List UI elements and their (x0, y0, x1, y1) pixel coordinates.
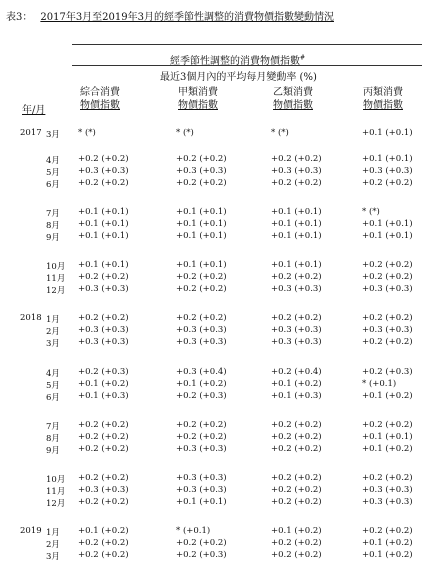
cell-value: +0.3 (+0.3) (362, 284, 413, 294)
cell-value: +0.2 (+0.3) (176, 550, 227, 560)
cell-value: +0.2 (+0.2) (78, 432, 129, 442)
cell-value: +0.3 (+0.3) (362, 485, 413, 495)
cell-value: +0.3 (+0.3) (271, 284, 322, 294)
cell-value: +0.2 (+0.2) (176, 420, 227, 430)
cell-value: * (*) (78, 128, 96, 138)
table-row (0, 207, 444, 218)
cell-value: +0.2 (+0.3) (362, 367, 413, 377)
cell-value: +0.1 (+0.1) (271, 207, 322, 217)
table-row (0, 432, 444, 443)
cell-value: +0.3 (+0.3) (78, 166, 129, 176)
cell-value: +0.2 (+0.2) (176, 432, 227, 442)
cell-value: +0.2 (+0.2) (362, 272, 413, 282)
cell-value: +0.1 (+0.2) (78, 526, 129, 536)
table-row (0, 260, 444, 271)
table-row (0, 526, 444, 537)
row-month: 11月 (46, 274, 66, 284)
cell-value: +0.1 (+0.1) (362, 231, 413, 241)
cell-value: +0.3 (+0.3) (176, 337, 227, 347)
row-month: 4月 (46, 369, 60, 379)
cell-value: * (+0.1) (362, 379, 397, 389)
table-number: 表3： (6, 12, 33, 23)
cell-value: +0.3 (+0.3) (362, 497, 413, 507)
cell-value: +0.2 (+0.2) (78, 550, 129, 560)
table-row (0, 231, 444, 242)
row-month: 6月 (46, 180, 60, 190)
table-row (0, 420, 444, 431)
cell-value: +0.2 (+0.2) (271, 313, 322, 323)
table-row (0, 128, 444, 139)
cell-value: +0.2 (+0.2) (78, 444, 129, 454)
table-row (0, 485, 444, 496)
cell-value: +0.1 (+0.2) (362, 538, 413, 548)
year-month-header: 年/月 (22, 105, 46, 116)
cell-value: +0.3 (+0.3) (271, 325, 322, 335)
table-title (6, 8, 334, 23)
row-month: 11月 (46, 487, 66, 497)
cell-value: +0.2 (+0.3) (176, 391, 227, 401)
cell-value: +0.3 (+0.3) (176, 473, 227, 483)
row-month: 12月 (46, 286, 66, 296)
row-month: 3月 (46, 552, 60, 562)
cell-value: +0.3 (+0.3) (176, 166, 227, 176)
cell-value: +0.1 (+0.1) (176, 207, 227, 217)
table-row (0, 178, 444, 189)
cell-value: +0.1 (+0.2) (271, 379, 322, 389)
cell-value: +0.2 (+0.2) (271, 538, 322, 548)
cell-value: +0.1 (+0.1) (362, 128, 413, 138)
cell-value: +0.2 (+0.2) (271, 550, 322, 560)
cell-value: +0.1 (+0.1) (78, 207, 129, 217)
cell-value: +0.3 (+0.3) (78, 485, 129, 495)
table-row (0, 367, 444, 378)
cell-value: +0.3 (+0.3) (362, 166, 413, 176)
row-month: 12月 (46, 499, 66, 509)
cell-value: +0.2 (+0.2) (78, 538, 129, 548)
cell-value: +0.2 (+0.2) (78, 272, 129, 282)
cell-value: +0.1 (+0.3) (78, 391, 129, 401)
cell-value: +0.2 (+0.2) (362, 473, 413, 483)
super-title: 經季節性調整的消費物價指數# (170, 54, 306, 67)
column-header-a: 甲類消費 物價指數 (178, 87, 218, 111)
table-row (0, 538, 444, 549)
cell-value: * (+0.1) (176, 526, 211, 536)
cell-value: +0.2 (+0.2) (362, 313, 413, 323)
row-year: 2017 (20, 128, 42, 138)
cell-value: +0.2 (+0.2) (362, 260, 413, 270)
cell-value: * (*) (271, 128, 289, 138)
cell-value: +0.1 (+0.1) (78, 231, 129, 241)
header-rule-mid (72, 65, 422, 66)
cell-value: +0.2 (+0.4) (271, 367, 322, 377)
cell-value: +0.1 (+0.1) (176, 497, 227, 507)
cell-value: +0.1 (+0.1) (362, 219, 413, 229)
cell-value: +0.2 (+0.3) (78, 367, 129, 377)
cell-value: +0.3 (+0.3) (78, 284, 129, 294)
cell-value: +0.1 (+0.1) (78, 260, 129, 270)
row-month: 5月 (46, 381, 60, 391)
cell-value: +0.2 (+0.2) (78, 497, 129, 507)
cell-value: +0.1 (+0.2) (362, 444, 413, 454)
cell-value: +0.2 (+0.2) (271, 154, 322, 164)
cell-value: +0.1 (+0.1) (271, 219, 322, 229)
cell-value: +0.2 (+0.2) (271, 473, 322, 483)
row-month: 5月 (46, 168, 60, 178)
cell-value: +0.3 (+0.3) (271, 337, 322, 347)
row-month: 2月 (46, 327, 60, 337)
cell-value: +0.3 (+0.3) (176, 444, 227, 454)
row-month: 9月 (46, 233, 60, 243)
sub-title: 最近3個月內的平均每月變動率 (%) (160, 72, 317, 83)
cell-value: +0.3 (+0.3) (78, 325, 129, 335)
table-row (0, 313, 444, 324)
cell-value: +0.2 (+0.2) (271, 420, 322, 430)
cell-value: +0.3 (+0.3) (362, 325, 413, 335)
cell-value: +0.2 (+0.2) (176, 154, 227, 164)
cell-value: +0.1 (+0.1) (176, 219, 227, 229)
cell-value: +0.1 (+0.2) (362, 550, 413, 560)
cell-value: +0.2 (+0.2) (362, 337, 413, 347)
cell-value: +0.2 (+0.2) (78, 154, 129, 164)
row-month: 10月 (46, 262, 66, 272)
cell-value: +0.3 (+0.4) (176, 367, 227, 377)
row-year: 2018 (20, 313, 42, 323)
cell-value: * (*) (176, 128, 194, 138)
super-title-mark: # (300, 54, 306, 62)
column-header-composite: 綜合消費 物價指數 (80, 87, 120, 111)
table-title-text: 2017年3月至2019年3月的經季節性調整的消費物價指數變動情況 (40, 12, 334, 23)
column-header-c: 丙類消費 物價指數 (363, 87, 403, 111)
row-month: 7月 (46, 209, 60, 219)
cell-value: +0.1 (+0.2) (362, 391, 413, 401)
cell-value: +0.2 (+0.2) (271, 178, 322, 188)
cell-value: +0.1 (+0.1) (271, 231, 322, 241)
cell-value: +0.3 (+0.3) (176, 485, 227, 495)
table-row (0, 325, 444, 336)
cell-value: +0.3 (+0.3) (78, 337, 129, 347)
row-month: 1月 (46, 528, 60, 538)
cell-value: +0.2 (+0.2) (271, 444, 322, 454)
table-row (0, 272, 444, 283)
cell-value: +0.2 (+0.2) (176, 178, 227, 188)
cell-value: +0.2 (+0.2) (176, 538, 227, 548)
cell-value: +0.2 (+0.2) (362, 526, 413, 536)
cell-value: +0.1 (+0.1) (176, 231, 227, 241)
table-row (0, 550, 444, 561)
table-row (0, 154, 444, 165)
row-month: 1月 (46, 315, 60, 325)
table-row (0, 219, 444, 230)
cell-value: +0.1 (+0.3) (271, 391, 322, 401)
cell-value: +0.2 (+0.2) (78, 420, 129, 430)
cell-value: +0.1 (+0.2) (78, 379, 129, 389)
cell-value: +0.2 (+0.2) (362, 420, 413, 430)
row-month: 8月 (46, 221, 60, 231)
row-month: 8月 (46, 434, 60, 444)
cell-value: +0.2 (+0.2) (78, 473, 129, 483)
cell-value: +0.2 (+0.2) (176, 284, 227, 294)
cell-value: +0.2 (+0.2) (362, 178, 413, 188)
table-row (0, 444, 444, 455)
cell-value: * (*) (362, 207, 380, 217)
cell-value: +0.2 (+0.2) (271, 485, 322, 495)
cell-value: +0.1 (+0.2) (271, 526, 322, 536)
cell-value: +0.2 (+0.2) (271, 272, 322, 282)
cell-value: +0.2 (+0.2) (271, 497, 322, 507)
cell-value: +0.2 (+0.2) (176, 313, 227, 323)
cell-value: +0.2 (+0.2) (271, 432, 322, 442)
cell-value: +0.3 (+0.3) (176, 325, 227, 335)
cell-value: +0.1 (+0.1) (176, 260, 227, 270)
row-month: 7月 (46, 422, 60, 432)
cell-value: +0.1 (+0.1) (78, 219, 129, 229)
cell-value: +0.1 (+0.1) (362, 432, 413, 442)
row-month: 6月 (46, 393, 60, 403)
table-row (0, 473, 444, 484)
cell-value: +0.3 (+0.3) (271, 166, 322, 176)
table-row (0, 391, 444, 402)
header-rule-top (72, 44, 422, 45)
cell-value: +0.2 (+0.2) (78, 178, 129, 188)
cell-value: +0.1 (+0.1) (362, 154, 413, 164)
table-row (0, 497, 444, 508)
table-row (0, 379, 444, 390)
cell-value: +0.2 (+0.2) (176, 272, 227, 282)
row-year: 2019 (20, 526, 42, 536)
cell-value: +0.1 (+0.2) (176, 379, 227, 389)
row-month: 9月 (46, 446, 60, 456)
row-month: 3月 (46, 339, 60, 349)
column-header-b: 乙類消費 物價指數 (273, 87, 313, 111)
table-row (0, 166, 444, 177)
row-month: 4月 (46, 156, 60, 166)
row-month: 3月 (46, 130, 60, 140)
row-month: 2月 (46, 540, 60, 550)
table-row (0, 284, 444, 295)
cell-value: +0.1 (+0.1) (271, 260, 322, 270)
cell-value: +0.2 (+0.2) (78, 313, 129, 323)
table-row (0, 337, 444, 348)
row-month: 10月 (46, 475, 66, 485)
